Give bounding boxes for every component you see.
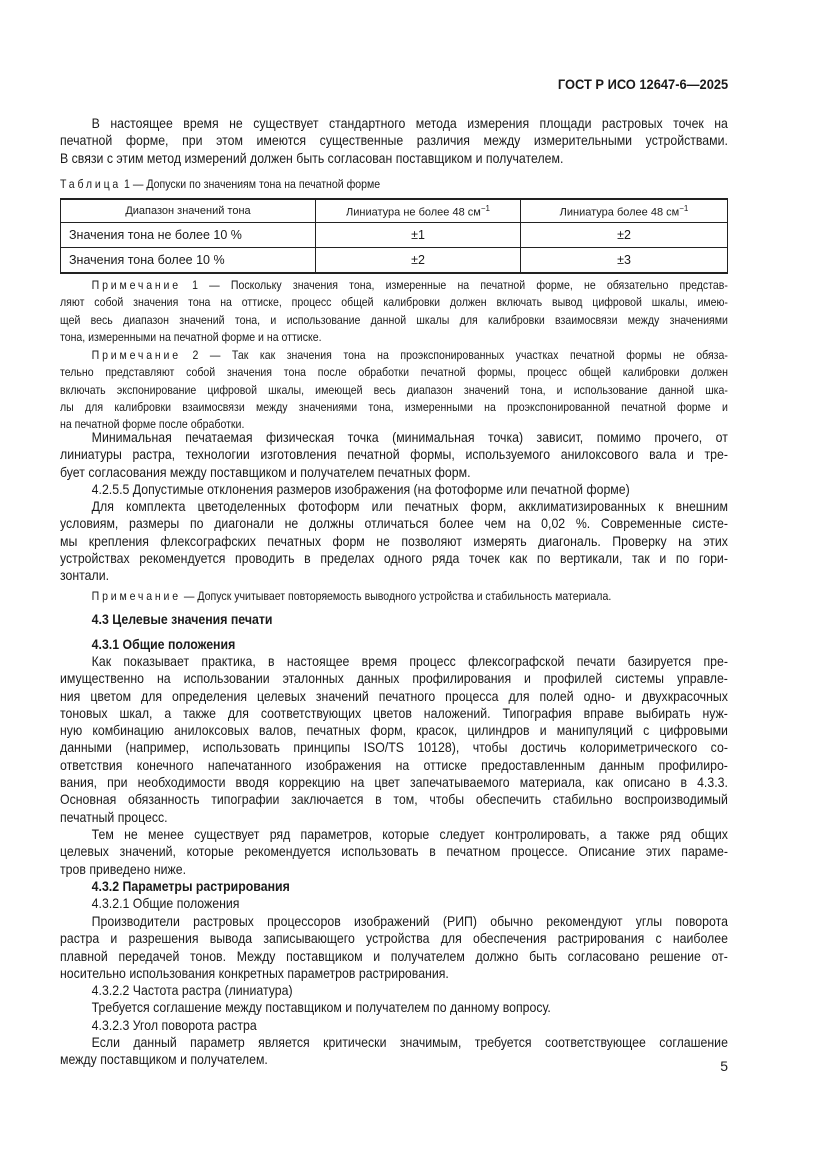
table-cell: ±1	[316, 223, 521, 248]
text-line: Производители растровых процессоров изображений (РИП) обычно рекомендуют углы поворота	[91, 913, 728, 929]
text-line: Если данный параметр является критически значимым, требуется соответствующее соглашение	[91, 1034, 728, 1050]
text-line: Основная обязанность типографии заключается в том, чтобы обеспечить стабильно воспроизводимый	[60, 791, 728, 808]
paragraph	[60, 999, 728, 1016]
header-cell: Диапазон значений тона	[61, 199, 316, 223]
table-caption	[60, 176, 728, 193]
text-line: 4.3.2 Параметры растрирования	[91, 878, 290, 894]
paragraph	[60, 826, 728, 878]
paragraph	[60, 913, 728, 982]
text-line: лы для калибровки взаимосвязи между значениями тона, измеренными на проэкспонированной печатной форме и	[60, 399, 728, 414]
text-line: В связи с этим метод измерений должен быть согласован поставщиком и получателем.	[60, 149, 564, 166]
table-cell: ±2	[521, 223, 728, 248]
paragraph	[60, 1034, 728, 1069]
table-cell: ±3	[521, 248, 728, 274]
text-line: тоновых шкал, а также для соответствующих цветов наложений. Типография вправе выбирать нуж-	[60, 704, 728, 721]
text-line: 4.3 Целевые значения печати	[91, 611, 273, 627]
subsection-heading	[60, 481, 728, 498]
table-header-row	[61, 199, 728, 223]
text-line: 4.3.2.3 Угол поворота растра	[91, 1017, 257, 1033]
text-line: устройствах рекомендуется проводить в пределах одного ряда точек как по вертикали, так и по гори-	[60, 549, 728, 566]
page-number: 5	[720, 1058, 728, 1074]
note-text: 2 — Так как значения тона на проэкспонированных участках печатной формы не обяза-	[180, 348, 728, 362]
text-line: тров приведено ниже.	[60, 860, 187, 877]
text-line: 4.2.5.5 Допустимые отклонения размеров изображения (на фотоформе или печатной форме)	[91, 481, 630, 497]
note-label: Примечание	[91, 348, 181, 362]
paragraph	[60, 498, 728, 584]
text-line	[60, 277, 728, 294]
header-cell: Линиатура более 48 $см^{-1}$	[521, 199, 728, 223]
subsection-heading	[60, 982, 728, 999]
text-line: щей весь диапазон значений тона, и использование данной шкалы для калибровки взаимосвязи между значениями	[60, 312, 728, 327]
text-line: включать экспонирование цифровой шкалы, имеющей весь диапазон значений тона, и использование данной шка-	[60, 382, 728, 397]
text-line: ную комбинацию анилоксовых валов, печатных форм, красок, цилиндров и манипуляций с цифровыми	[60, 722, 728, 739]
text-line: 4.3.2.2 Частота растра (линиатура)	[91, 982, 293, 998]
text-line: между поставщиком и получателем.	[60, 1051, 268, 1068]
text-line: Тем не менее существует ряд параметров, которые следует контролировать, а также ряд общих	[91, 826, 728, 842]
text-line: 4.3.1 Общие положения	[91, 636, 236, 652]
note-label: Примечание	[91, 589, 181, 603]
text-line: на печатной форме после обработки.	[60, 417, 245, 432]
text-line: линиатуры растра, технологии изготовления печатной формы, используемого анилоксового вала и тре-	[60, 446, 728, 463]
text-line: тельно представляют собой значения тона после обработки печатной формы, процесс общей калибровки должен	[60, 365, 728, 380]
note-text: 1 — Поскольку значения тона, измеренные на печатной форме, не обязательно представ-	[180, 278, 728, 292]
text-line: Как показывает практика, в настоящее время процесс флексографской печати базируется пре-	[91, 653, 728, 669]
table-cell: ±2	[316, 248, 521, 274]
text-line: ния цветом для определения целевых значений печатного процесса для полей одно- и двухкрасочных	[60, 687, 728, 704]
text-line	[60, 588, 728, 605]
text-line: В настоящее время не существует стандартного метода измерения площади растровых точек на	[91, 115, 728, 131]
text-line: печатной форме, при этом имеются существенные различия между измерительными устройствами.	[60, 132, 728, 149]
text-line: растра и разрешения вывода записывающего устройства для обеспечения растрирования с наиболее	[60, 930, 728, 947]
document-id-header: ГОСТ Р ИСО 12647-6—2025	[557, 76, 728, 92]
text-line: бует согласования между поставщиком и получателем печатных форм.	[60, 463, 471, 480]
table-caption-label: Таблица	[60, 177, 122, 191]
note	[60, 588, 728, 605]
text-line: данными (например, использовать принципы ISO/TS 10128), чтобы достичь колориметрического со-	[60, 739, 728, 756]
section-heading	[60, 636, 728, 653]
text-line: условиям, размеры по диагонали не должны отличаться более чем на 0,02 %. Современные систе-	[60, 515, 728, 532]
intro-paragraph	[60, 115, 728, 167]
note-text: — Допуск учитывает повторяемость выводного устройства и стабильность материала.	[180, 589, 612, 603]
section-heading	[60, 878, 728, 895]
text-line: имущественно на использовании эталонных данных профилирования и профилей системы управле-	[60, 670, 728, 687]
subsection-heading	[60, 895, 728, 912]
text-line: Минимальная печатаемая физическая точка (минимальная точка) зависит, помимо прочего, от	[91, 429, 728, 445]
table-row	[61, 248, 728, 274]
text-line: 4.3.2.1 Общие положения	[91, 895, 240, 911]
text-line: ответствия конечного напечатанного изображения на оттиске предоставленным данным профилиро-	[60, 756, 728, 773]
paragraph	[60, 429, 728, 481]
note	[60, 277, 728, 346]
table-cell: Значения тона не более 10 %	[61, 223, 316, 248]
section-heading	[60, 611, 728, 628]
text-line: плавной передачей тонов. Между поставщиком и получателем должно быть согласовано решение от-	[60, 947, 728, 964]
table-row	[61, 223, 728, 248]
text-line: мы крепления флексографских печатных форм не позволяют измерять диагональ. Проверку на этих	[60, 532, 728, 549]
paragraph	[60, 653, 728, 826]
text-line: носительно использования конкретных параметров растрирования.	[60, 964, 449, 981]
table-cell: Значения тона более 10 %	[61, 248, 316, 274]
text-line: Требуется соглашение между поставщиком и получателем по данному вопросу.	[91, 999, 551, 1015]
text-line: зонтали.	[60, 567, 110, 584]
tone-tolerance-table	[60, 198, 728, 274]
text-line: тона, измеренными на печатной форме и на оттиске.	[60, 329, 322, 344]
text-line: печатный процесс.	[60, 808, 168, 825]
header-cell: Линиатура не более 48 $см^{-1}$	[316, 199, 521, 223]
note	[60, 347, 728, 433]
text-line	[60, 347, 728, 364]
text-line: целевых значений, которые рекомендуется использовать в печатном процессе. Описание этих параме-	[60, 843, 728, 860]
subsection-heading	[60, 1017, 728, 1034]
text-line: ляют собой значения тона на оттиске, процесс общей калибровки должен включать вывод цифровой шкалы, имею-	[60, 295, 728, 310]
table-caption-text: 1 — Допуски по значениям тона на печатной форме	[121, 177, 381, 191]
note-label: Примечание	[91, 278, 181, 292]
text-line: Для комплекта цветоделенных фотоформ или печатных форм, акклиматизированных к внешним	[91, 498, 728, 514]
text-line: вания, при необходимости вводя коррекцию на цвет запечатываемого материала, как описано в 4.3.3.	[60, 774, 728, 791]
